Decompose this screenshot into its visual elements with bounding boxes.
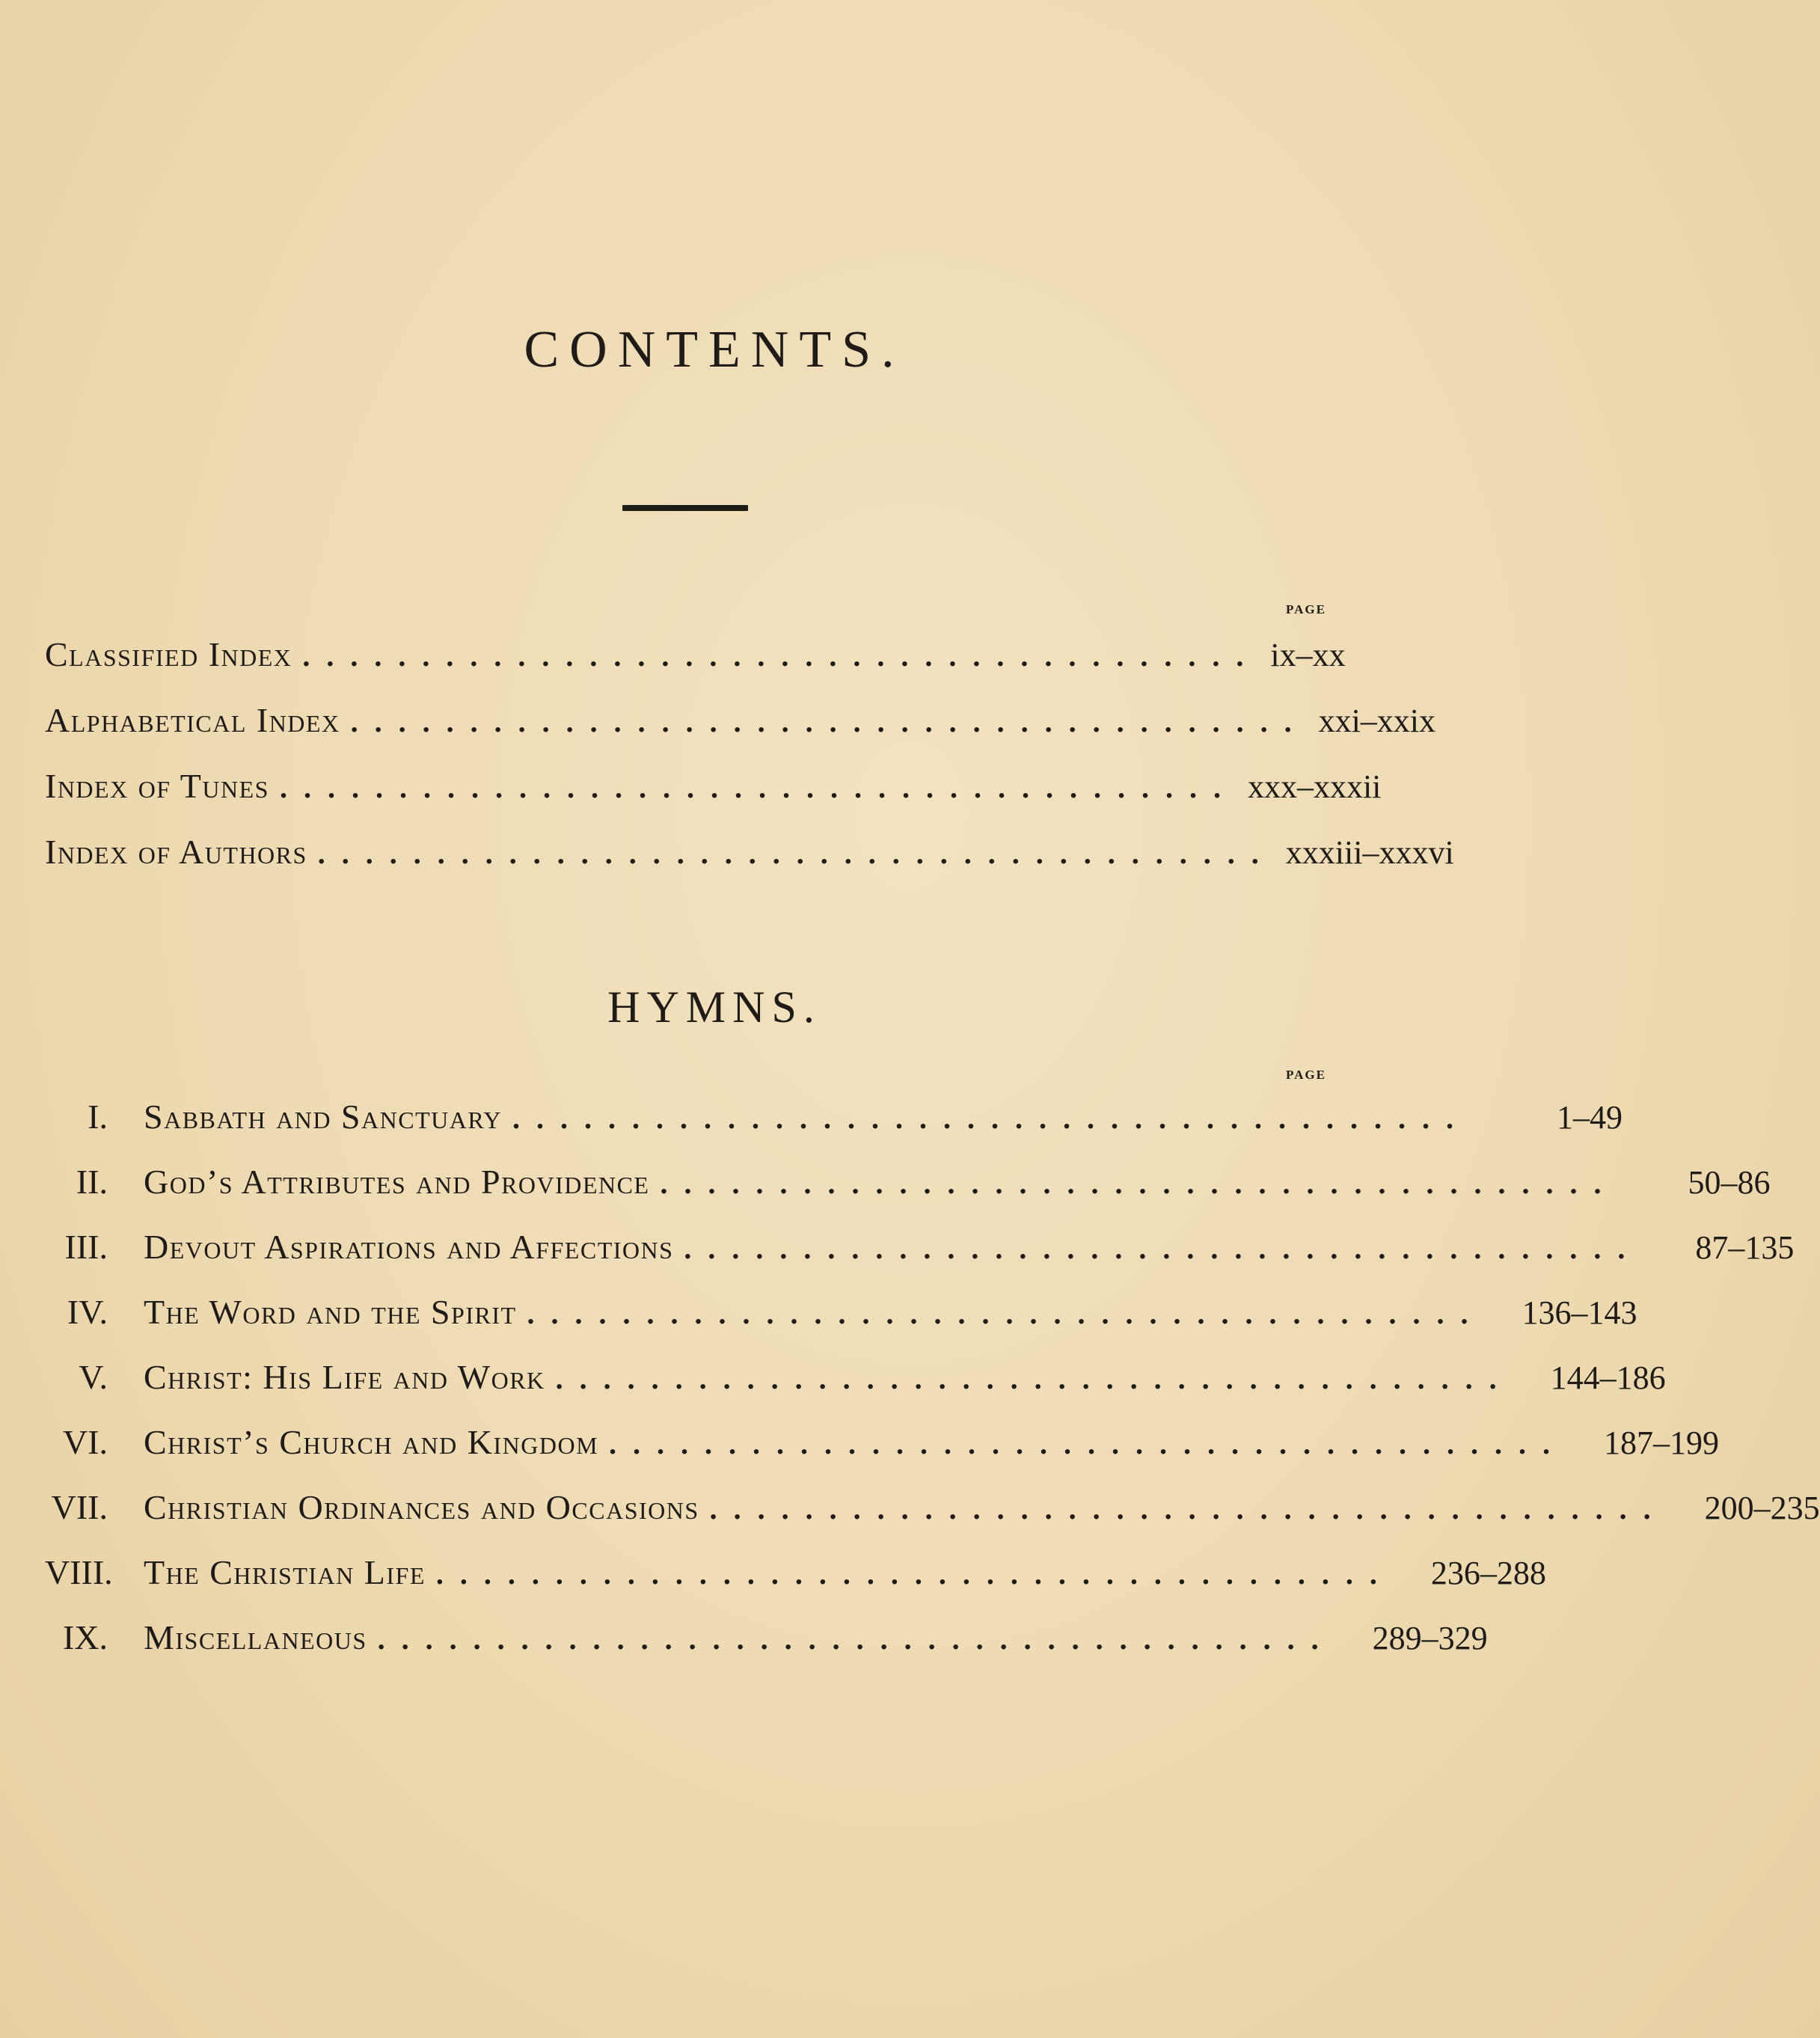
contents-title: CONTENTS.: [524, 321, 905, 379]
index-entry-label: Alphabetical Index: [45, 701, 340, 739]
index-entry-pages: ix–xx: [1270, 637, 1346, 673]
section-pages: 87–135: [1695, 1229, 1795, 1266]
index-entry-label: Classified Index: [45, 635, 292, 673]
section-numeral: III.: [64, 1228, 108, 1266]
index-entry-pages: xxi–xxix: [1318, 703, 1436, 739]
hymn-section: [45, 1481, 1820, 1534]
section-label: Miscellaneous: [144, 1618, 367, 1656]
section-numeral: V.: [79, 1358, 108, 1396]
section-numeral: VI.: [62, 1423, 108, 1461]
section-pages: 144–186: [1550, 1359, 1666, 1396]
hymn-section: [45, 1351, 1666, 1404]
section-pages: 236–288: [1430, 1555, 1546, 1591]
section-pages: 50–86: [1688, 1164, 1771, 1201]
section-pages: 136–143: [1522, 1294, 1637, 1331]
index-entry: [45, 760, 1382, 813]
section-label: Devout Aspirations and Affections: [144, 1228, 674, 1266]
dot-leader: ........................................: [684, 1231, 1642, 1265]
section-pages: 200–235: [1704, 1490, 1820, 1526]
dot-leader: ........................................: [609, 1427, 1567, 1460]
index-entry-label: Index of Authors: [45, 833, 307, 871]
dot-leader: ........................................: [435, 1557, 1394, 1591]
dot-leader: ........................................: [302, 639, 1260, 673]
dot-leader: ........................................: [660, 1166, 1618, 1200]
section-numeral: IV.: [67, 1293, 108, 1331]
section-numeral: II.: [76, 1163, 108, 1201]
index-entry-pages: xxxiii–xxxvi: [1285, 834, 1454, 871]
section-label: God’s Attributes and Providence: [144, 1163, 650, 1201]
section-label: The Christian Life: [144, 1553, 426, 1591]
dot-leader: ........................................: [350, 705, 1308, 738]
dot-leader: ........................................: [527, 1297, 1485, 1330]
index-entry-label: Index of Tunes: [45, 767, 269, 805]
hymn-section: [45, 1156, 1771, 1208]
dot-leader: ........................................: [279, 771, 1237, 804]
section-numeral: IX.: [62, 1618, 108, 1656]
index-entry-pages: xxx–xxxii: [1247, 768, 1382, 805]
hymn-section: [45, 1221, 1795, 1273]
dot-leader: ........................................: [555, 1362, 1513, 1395]
index-entry: [45, 628, 1346, 681]
section-pages: 187–199: [1604, 1425, 1720, 1461]
hymn-section: [45, 1286, 1637, 1338]
section-numeral: VII.: [51, 1488, 108, 1526]
section-label: Sabbath and Sanctuary: [144, 1098, 503, 1136]
index-entry: [45, 694, 1436, 747]
section-pages: 289–329: [1372, 1620, 1488, 1656]
hymns-title: HYMNS.: [607, 982, 821, 1032]
hymn-section: [45, 1546, 1546, 1599]
section-numeral: I.: [88, 1098, 108, 1136]
hymns-page-label: page: [1286, 1064, 1326, 1083]
dot-leader: ........................................: [377, 1622, 1335, 1656]
section-label: Christ’s Church and Kingdom: [144, 1423, 599, 1461]
hymn-section: [45, 1091, 1623, 1143]
hymn-section: [45, 1612, 1488, 1664]
dot-leader: ........................................: [709, 1492, 1667, 1526]
section-numeral: VIII.: [45, 1553, 113, 1591]
contents-page-label: page: [1286, 599, 1326, 618]
dot-leader: ........................................: [512, 1101, 1471, 1135]
section-label: The Word and the Spirit: [144, 1293, 517, 1331]
dot-leader: ........................................: [317, 836, 1275, 870]
section-pages: 1–49: [1557, 1099, 1623, 1136]
hymn-section: [45, 1416, 1720, 1469]
section-label: Christian Ordinances and Occasions: [144, 1488, 699, 1526]
section-label: Christ: His Life and Work: [144, 1358, 545, 1396]
title-rule: [622, 505, 748, 511]
index-entry: [45, 826, 1454, 878]
